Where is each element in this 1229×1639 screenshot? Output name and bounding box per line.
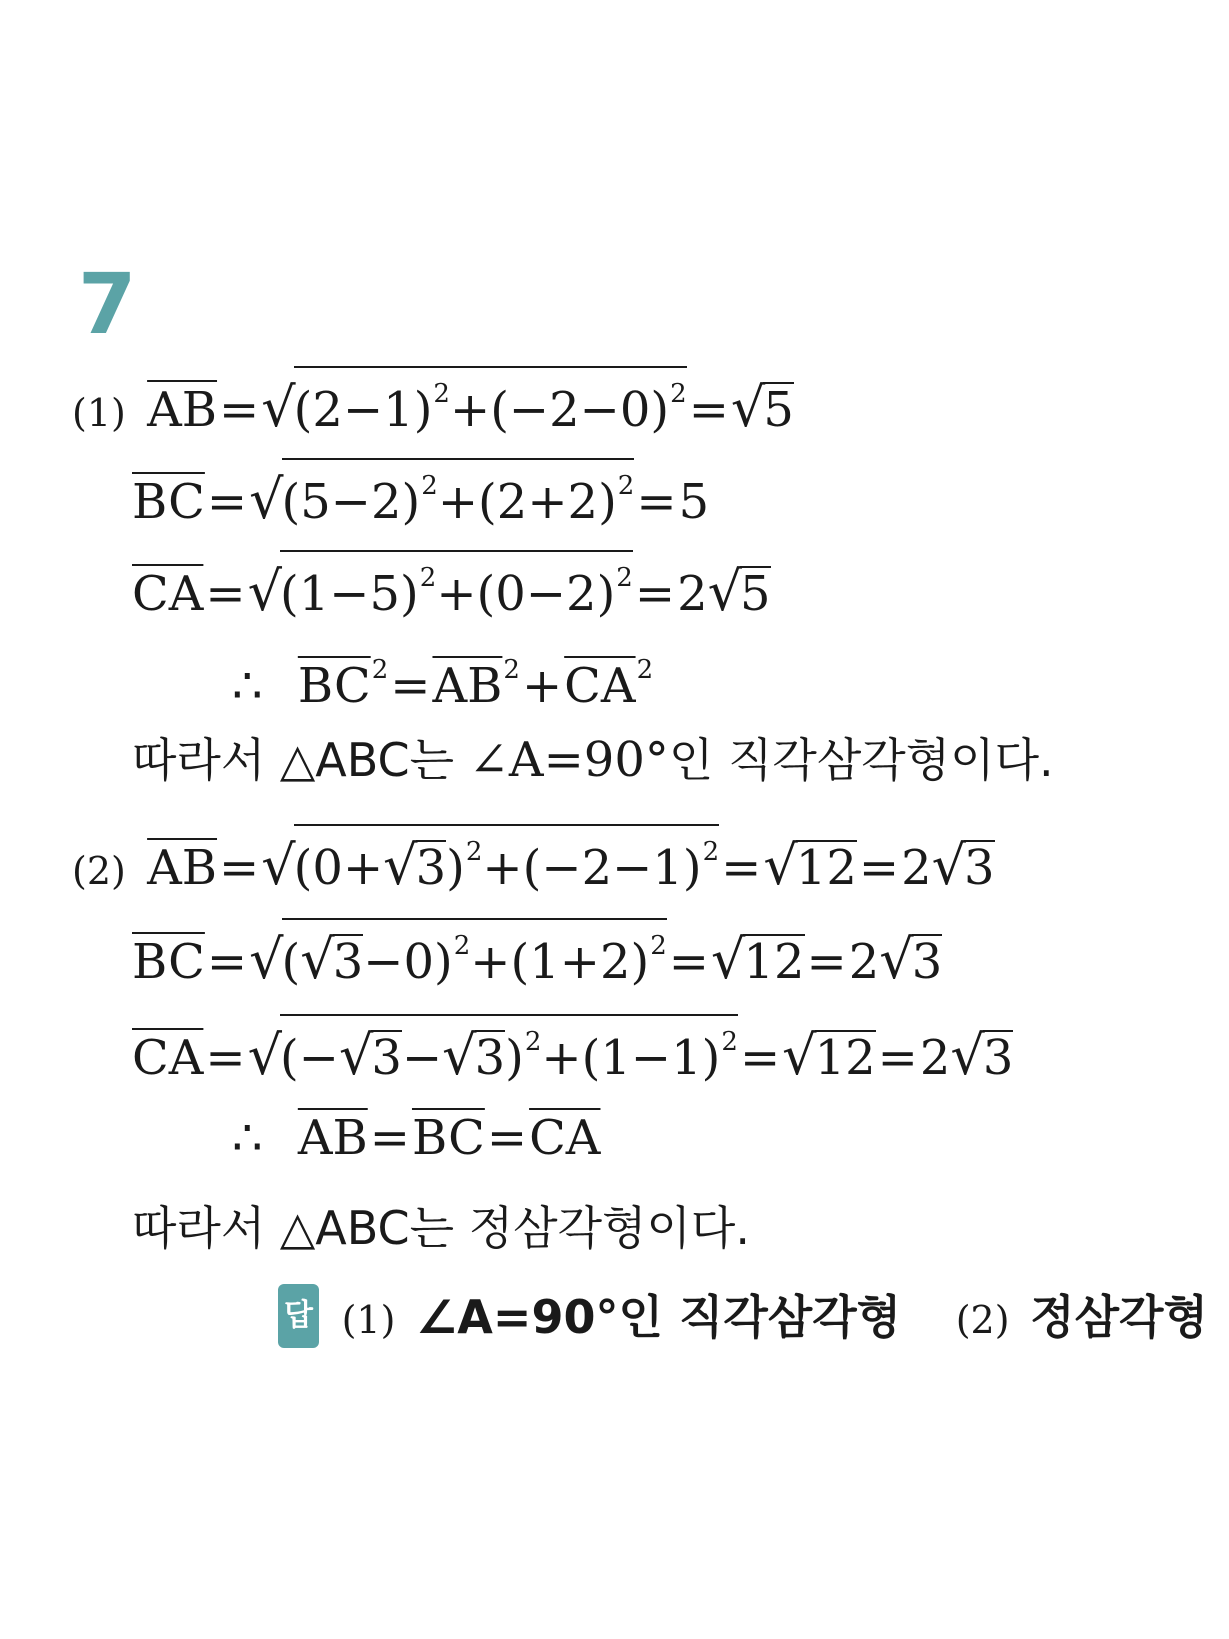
result-radicand: 5 [763,382,794,438]
segment-ab: $\overline{AB}$ [147,382,218,438]
part1-conclusion: 따라서 △ABC는 ∠A=90°인 직각삼각형이다. [132,732,1054,788]
part1-label: (1) [72,391,126,435]
sqrt-expression: $√(2-1)^2+(-2-0)^2$ [261,366,686,440]
answer-line: 답 (1) ∠A=90°인 직각삼각형 (2) 정삼각형 [278,1284,1229,1350]
part1-ab-line: (1) $\overline{AB}=√(2-1)^2+(-2-0)^2=√5$ [72,366,794,443]
part2-ab-line: (2) $\overline{AB}=√(0+√3)^2+(-2-1)^2=√12=2√3$ [72,824,995,901]
part2-ca-line: $\overline{CA}=√(-√3-√3)^2+(1-1)^2=√12=2√3$ [132,1014,1013,1088]
part2-conclusion: 따라서 △ABC는 정삼각형이다. [132,1201,750,1255]
part1-ca-line: $\overline{CA}=√(1-5)^2+(0-2)^2=2√5$ [132,550,771,624]
part1-bc-line: $\overline{BC}=√(5-2)^2+(2+2)^2=5$ [132,458,709,532]
segment-bc: $\overline{BC}$ [132,474,205,530]
part2-label: (2) [72,849,126,893]
answer-badge: 답 [278,1284,319,1348]
result-value: 5 [678,474,710,530]
part2-therefore-line: ∴ $\overline{AB}=\overline{BC}=\overline{CA}$ [232,1110,601,1166]
segment-ca: $\overline{CA}$ [132,566,204,622]
answer-part1: ∠A=90°인 직각삼각형 [416,1290,902,1344]
therefore-symbol: ∴ [232,658,263,714]
answer-part2: 정삼각형 [1030,1290,1208,1344]
problem-number: 7 [78,255,137,353]
part2-bc-line: $\overline{BC}=√(√3-0)^2+(1+2)^2=√12=2√3$ [132,918,942,992]
part1-therefore-line: ∴ $\overline{BC}^2=\overline{AB}^2+\overline{CA}^2$ [232,655,654,714]
